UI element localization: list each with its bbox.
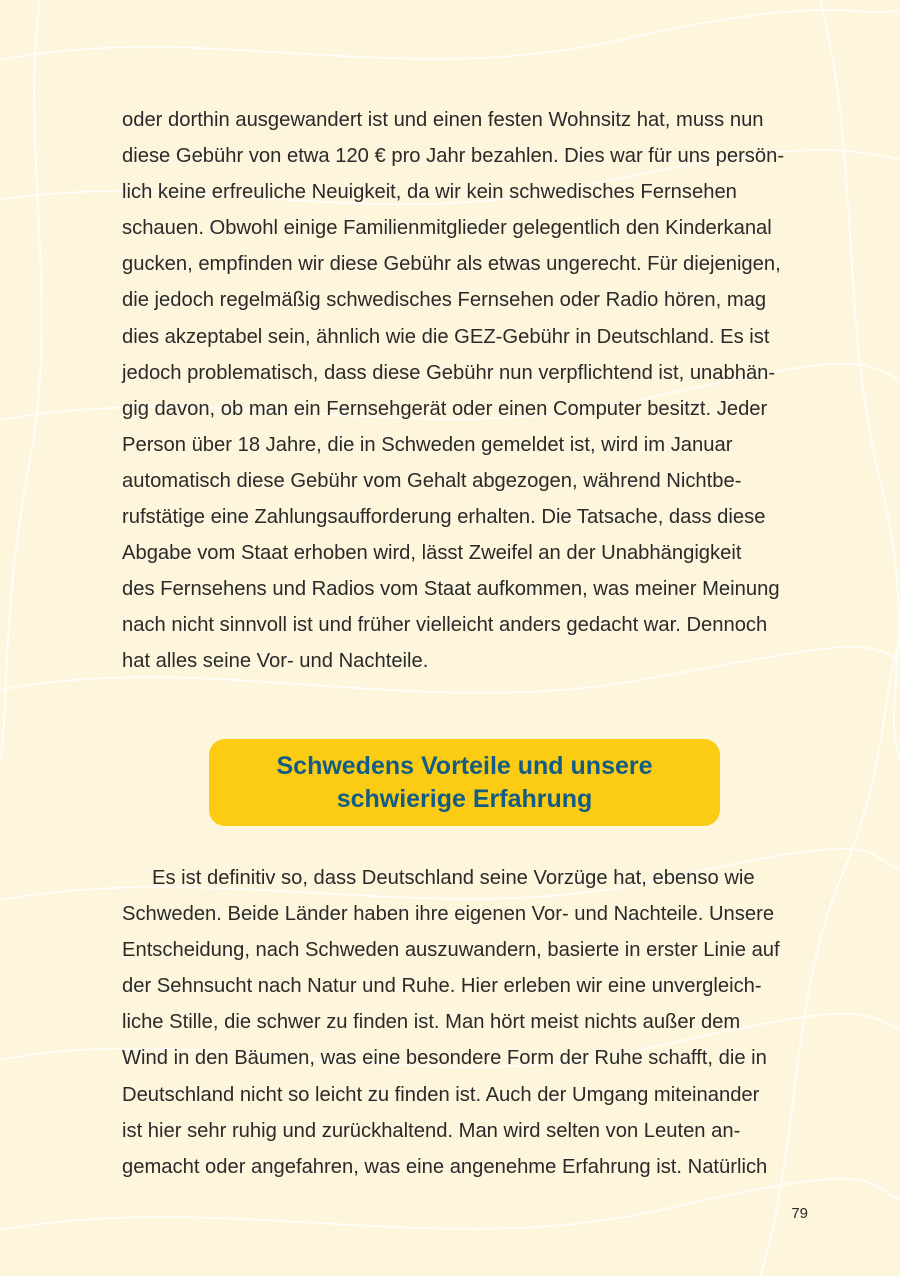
text-line: hat alles seine Vor- und Nachteile. <box>122 650 429 673</box>
text-line: Person über 18 Jahre, die in Schweden gemeldet ist, wird im Januar <box>122 433 733 456</box>
text-line: gig davon, ob man ein Fernsehgerät oder einen Computer besitzt. Jeder <box>122 397 768 420</box>
text-line: Es ist definitiv so, dass Deutschland seine Vorzüge hat, ebenso wie <box>152 867 755 889</box>
section-heading-box <box>209 739 720 826</box>
text-line: liche Stille, die schwer zu finden ist. Man hört meist nichts außer dem <box>122 1011 741 1034</box>
body-paragraph-1 <box>122 102 812 680</box>
body-paragraph-2 <box>122 860 812 1185</box>
text-line: die jedoch regelmäßig schwedisches Fernsehen oder Radio hören, mag <box>122 289 767 312</box>
text-line: des Fernsehens und Radios vom Staat aufkommen, was meiner Meinung <box>122 578 780 601</box>
text-line: jedoch problematisch, dass diese Gebühr nun verpflichtend ist, unabhän- <box>122 361 776 384</box>
text-line: gemacht oder angefahren, was eine angenehme Erfahrung ist. Natürlich <box>122 1155 768 1178</box>
text-line: ist hier sehr ruhig und zurückhaltend. Man wird selten von Leuten an- <box>122 1119 741 1142</box>
section-heading-line-2: schwierige Erfahrung <box>336 784 593 813</box>
text-line: dies akzeptabel sein, ähnlich wie die GEZ-Gebühr in Deutschland. Es ist <box>122 325 770 348</box>
text-line: Schweden. Beide Länder haben ihre eigenen Vor- und Nachteile. Unsere <box>122 903 775 926</box>
text-line: Wind in den Bäumen, was eine besondere Form der Ruhe schafft, die in <box>122 1047 767 1070</box>
section-heading-line-1: Schwedens Vorteile und unsere <box>276 751 653 780</box>
text-line: lich keine erfreuliche Neuigkeit, da wir kein schwedisches Fernsehen <box>122 181 737 204</box>
page-number: 79 <box>791 1205 808 1222</box>
text-line: nach nicht sinnvoll ist und früher vielleicht anders gedacht war. Dennoch <box>122 614 768 637</box>
text-line: gucken, empfinden wir diese Gebühr als etwas ungerecht. Für diejenigen, <box>122 253 781 276</box>
text-line: rufstätige eine Zahlungsaufforderung erhalten. Die Tatsache, dass diese <box>122 506 766 529</box>
text-line: Entscheidung, nach Schweden auszuwandern, basierte in erster Linie auf <box>122 939 780 962</box>
text-line: Abgabe vom Staat erhoben wird, lässt Zweifel an der Unabhängigkeit <box>122 542 742 565</box>
text-line: oder dorthin ausgewandert ist und einen festen Wohnsitz hat, muss nun <box>122 109 764 131</box>
text-line: automatisch diese Gebühr vom Gehalt abgezogen, während Nichtbe- <box>122 469 742 492</box>
text-line: schauen. Obwohl einige Familienmitglieder gelegentlich den Kinderkanal <box>122 217 772 240</box>
text-line: der Sehnsucht nach Natur und Ruhe. Hier erleben wir eine unvergleich- <box>122 975 762 998</box>
text-line: diese Gebühr von etwa 120 € pro Jahr bezahlen. Dies war für uns persön- <box>122 145 785 168</box>
text-line: Deutschland nicht so leicht zu finden ist. Auch der Umgang miteinander <box>122 1083 760 1106</box>
